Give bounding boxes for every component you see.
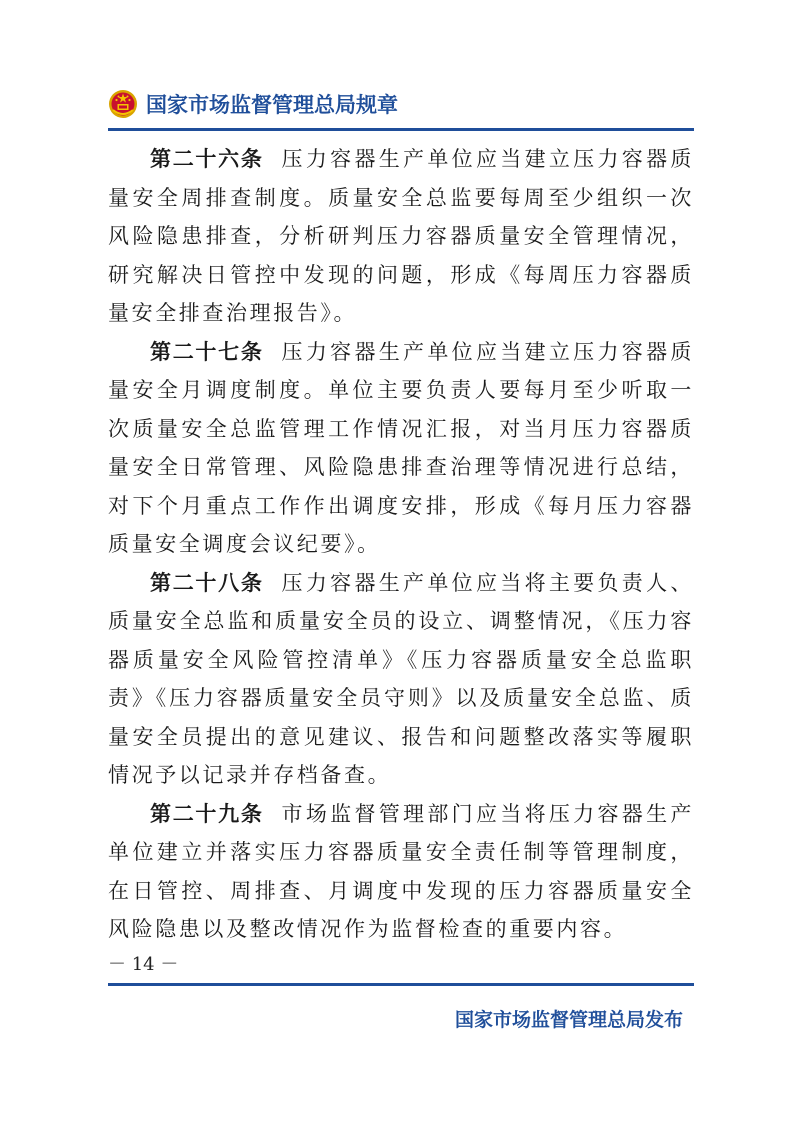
footer-publisher: 国家市场监督管理总局发布 bbox=[454, 1009, 683, 1031]
article-number: 第二十九条 bbox=[150, 801, 264, 826]
article-26 bbox=[108, 140, 694, 333]
document-body bbox=[108, 140, 694, 949]
page-number: － 14 － bbox=[108, 954, 179, 975]
article-text: 压力容器生产单位应当建立压力容器质量安全月调度制度。单位主要负责人要每月至少听取一次质量安全总监管理工作情况汇报，对当月压力容器质量安全日常管理、风险隐患排查治理等情况进行总结，对下个月重点工作作出调度安排，形成《每月压力容器质量安全调度会议纪要》。 bbox=[108, 339, 695, 556]
article-text: 压力容器生产单位应当将主要负责人、质量安全总监和质量安全员的设立、调整情况，《压力容器质量安全风险管控清单》《压力容器质量安全总监职责》《压力容器质量安全员守则》以及质量安全总监、质量安全员提出的意见建议、报告和问题整改落实等履职情况予以记录并存档备查。 bbox=[108, 570, 695, 787]
article-number: 第二十六条 bbox=[150, 147, 264, 171]
header-divider bbox=[108, 128, 694, 131]
page-header bbox=[108, 84, 398, 124]
article-number: 第二十七条 bbox=[150, 339, 264, 364]
article-28 bbox=[108, 564, 694, 795]
article-text: 压力容器生产单位应当建立压力容器质量安全周排查制度。质量安全总监要每周至少组织一次风险隐患排查，分析研判压力容器质量安全管理情况，研究解决日管控中发现的问题，形成《每周压力容器质量安全排查治理报告》。 bbox=[108, 147, 695, 325]
article-text: 市场监督管理部门应当将压力容器生产单位建立并落实压力容器质量安全责任制等管理制度，在日管控、周排查、月调度中发现的压力容器质量安全风险隐患以及整改情况作为监督检查的重要内容。 bbox=[108, 801, 695, 941]
article-number: 第二十八条 bbox=[150, 570, 264, 595]
footer-divider bbox=[108, 983, 694, 986]
header-title: 国家市场监督管理总局规章 bbox=[146, 93, 398, 117]
article-27 bbox=[108, 333, 694, 564]
article-29 bbox=[108, 795, 694, 949]
national-emblem-icon bbox=[108, 89, 138, 119]
